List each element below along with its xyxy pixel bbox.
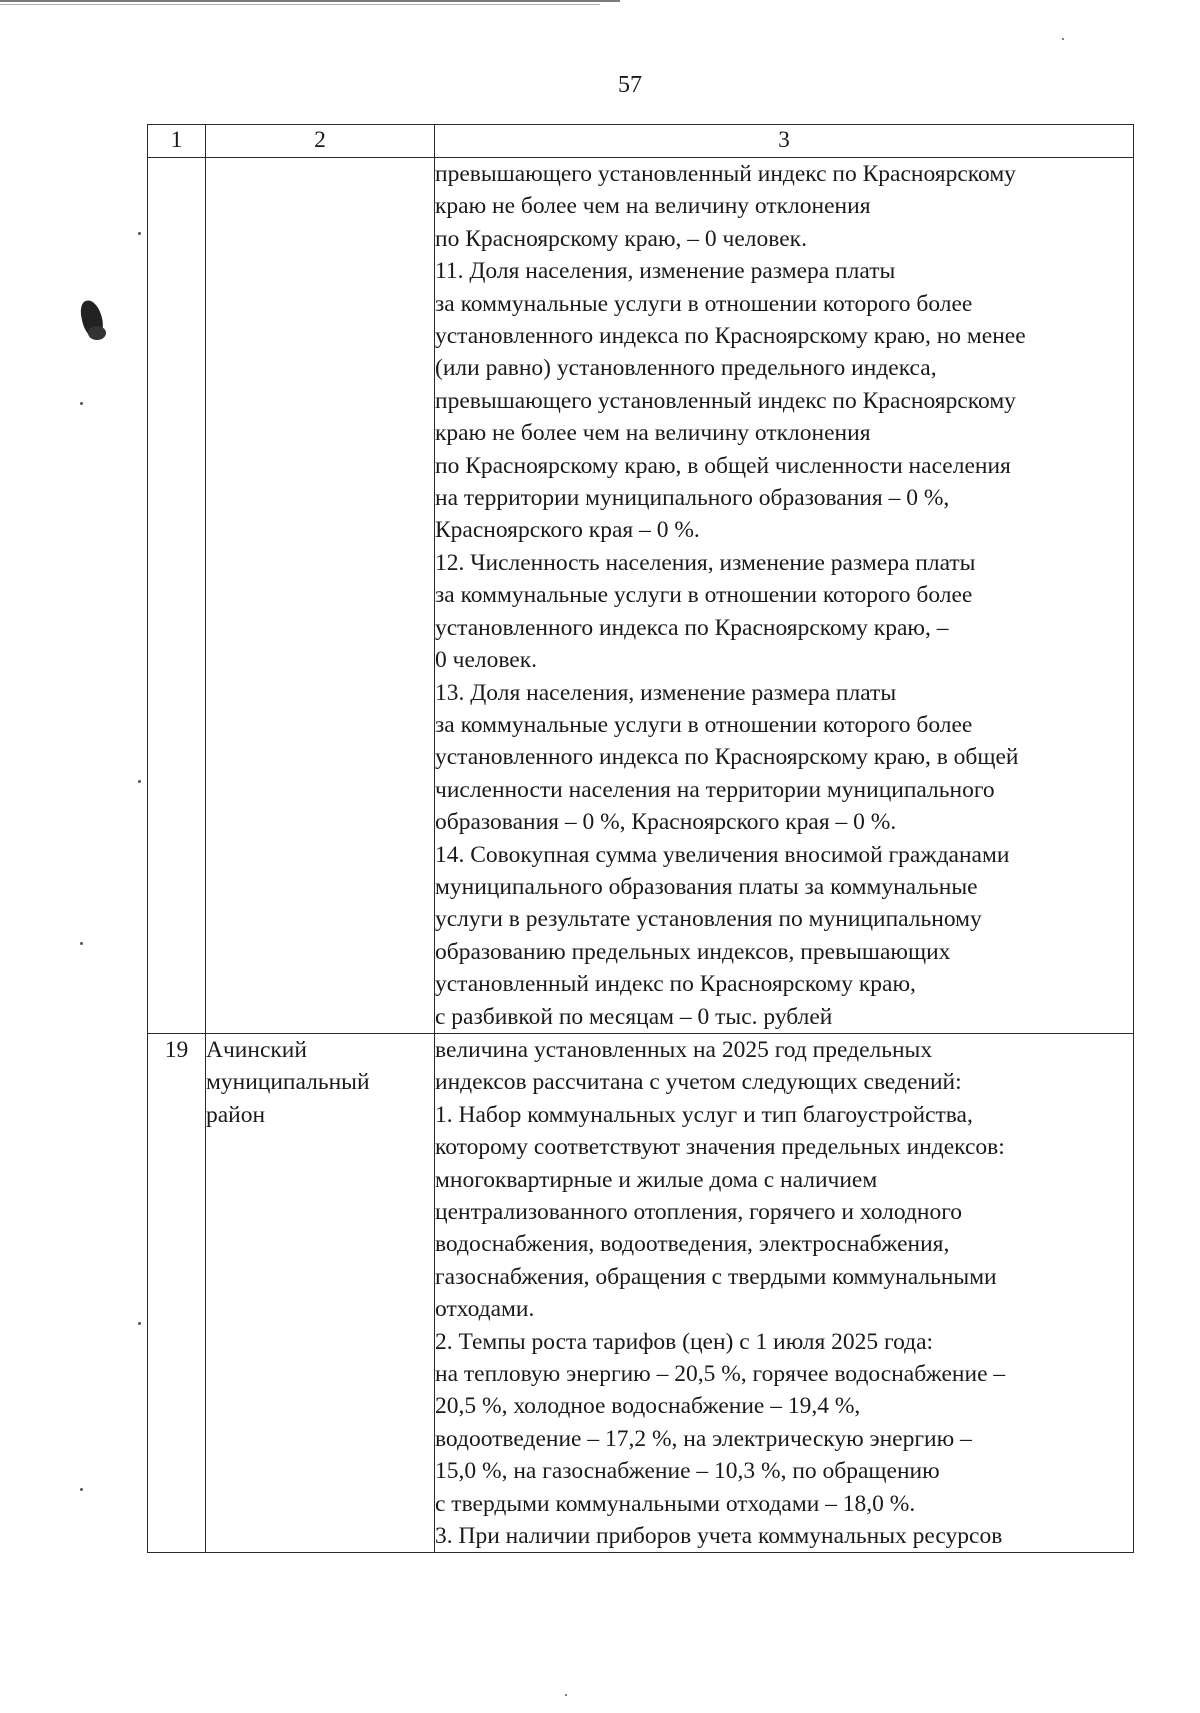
scan-ink-blot [88, 326, 106, 340]
scan-speck [80, 402, 83, 405]
description-line: Красноярского края – 0 %. [435, 517, 700, 544]
municipality-name-cell [206, 158, 435, 1034]
description-line: муниципального образования платы за коммунальные [435, 873, 978, 900]
description-line: газоснабжения, обращения с твердыми коммунальными [435, 1263, 997, 1290]
description-line: краю не более чем на величину отклонения [435, 193, 871, 220]
scan-speck [138, 780, 141, 783]
municipality-name-line: район [206, 1101, 266, 1128]
scan-speck [80, 1488, 83, 1491]
scan-speck [565, 1694, 567, 1696]
page-number: 57 [618, 72, 642, 98]
description-line: на территории муниципального образования – 0 %, [435, 485, 950, 512]
column-header: 3 [435, 125, 1134, 158]
description-line: величина установленных на 2025 год предельных [435, 1036, 933, 1063]
description-line: водоснабжения, водоотведения, электроснабжения, [435, 1231, 950, 1258]
scan-speck [80, 942, 83, 945]
description-line: по Красноярскому краю, – 0 человек. [435, 225, 807, 252]
document-table [147, 124, 1134, 1553]
description-line: на тепловую энергию – 20,5 %, горячее водоснабжение – [435, 1361, 1006, 1388]
scan-speck [1062, 38, 1064, 40]
description-cell [435, 1033, 1134, 1553]
description-line: (или равно) установленного предельного индекса, [435, 355, 937, 382]
description-line: которому соответствуют значения предельных индексов: [435, 1134, 1005, 1161]
column-header: 2 [206, 125, 435, 158]
description-line: установленного индекса по Красноярскому краю, в общей [435, 744, 1019, 771]
description-line: услуги в результате установления по муниципальному [435, 906, 982, 933]
description-line: отходами. [435, 1296, 535, 1323]
scan-edge-line [0, 0, 620, 2]
table-row [148, 1033, 1134, 1553]
description-line: 20,5 %, холодное водоснабжение – 19,4 %, [435, 1393, 861, 1420]
description-line: 3. При наличии приборов учета коммунальных ресурсов [435, 1523, 1003, 1550]
description-line: 14. Совокупная сумма увеличения вносимой гражданами [435, 841, 1010, 868]
description-line: многоквартирные и жилые дома с наличием [435, 1166, 878, 1193]
description-line: за коммунальные услуги в отношении которого более [435, 582, 973, 609]
description-line: превышающего установленный индекс по Красноярскому [435, 161, 1016, 187]
column-header: 1 [148, 125, 206, 158]
description-line: 0 человек. [435, 647, 538, 674]
row-number: 19 [148, 1033, 206, 1553]
municipality-name-line: Ачинский [206, 1036, 307, 1063]
description-line: численности населения на территории муниципального [435, 776, 995, 803]
description-line: по Красноярскому краю, в общей численности населения [435, 452, 1011, 479]
description-line: за коммунальные услуги в отношении которого более [435, 290, 973, 317]
row-number [148, 158, 206, 1034]
table-header-row [148, 125, 1134, 158]
description-line: образования – 0 %, Красноярского края – 0 %. [435, 809, 897, 836]
description-line: водоотведение – 17,2 %, на электрическую энергию – [435, 1425, 972, 1452]
description-line: 1. Набор коммунальных услуг и тип благоустройства, [435, 1101, 973, 1128]
description-line: за коммунальные услуги в отношении которого более [435, 711, 973, 738]
municipality-name-line: муниципальный [206, 1069, 370, 1096]
description-line: образованию предельных индексов, превышающих [435, 938, 951, 965]
description-line: 15,0 %, на газоснабжение – 10,3 %, по обращению [435, 1458, 940, 1485]
scan-speck [138, 232, 141, 235]
description-line: с твердыми коммунальными отходами – 18,0 %. [435, 1490, 916, 1517]
description-line: установленного индекса по Красноярскому краю, но менее [435, 323, 1026, 350]
description-line: краю не более чем на величину отклонения [435, 420, 871, 447]
description-line: 13. Доля населения, изменение размера платы [435, 679, 897, 706]
table-row [148, 158, 1134, 1034]
description-line: 2. Темпы роста тарифов (цен) с 1 июля 2025 года: [435, 1328, 934, 1355]
description-cell [435, 158, 1134, 1034]
scan-speck [138, 1322, 141, 1325]
municipality-name-cell [206, 1033, 435, 1553]
description-line: установленного индекса по Красноярскому краю, – [435, 614, 949, 641]
description-line: 11. Доля населения, изменение размера платы [435, 258, 896, 285]
description-line: с разбивкой по месяцам – 0 тыс. рублей [435, 1003, 833, 1030]
description-line: централизованного отопления, горячего и холодного [435, 1199, 963, 1225]
description-line: установленный индекс по Красноярскому краю, [435, 971, 916, 998]
description-line: превышающего установленный индекс по Красноярскому [435, 387, 1016, 414]
description-line: 12. Численность населения, изменение размера платы [435, 549, 976, 576]
description-line: индексов рассчитана с учетом следующих сведений: [435, 1069, 962, 1096]
scan-edge-line [0, 4, 600, 5]
